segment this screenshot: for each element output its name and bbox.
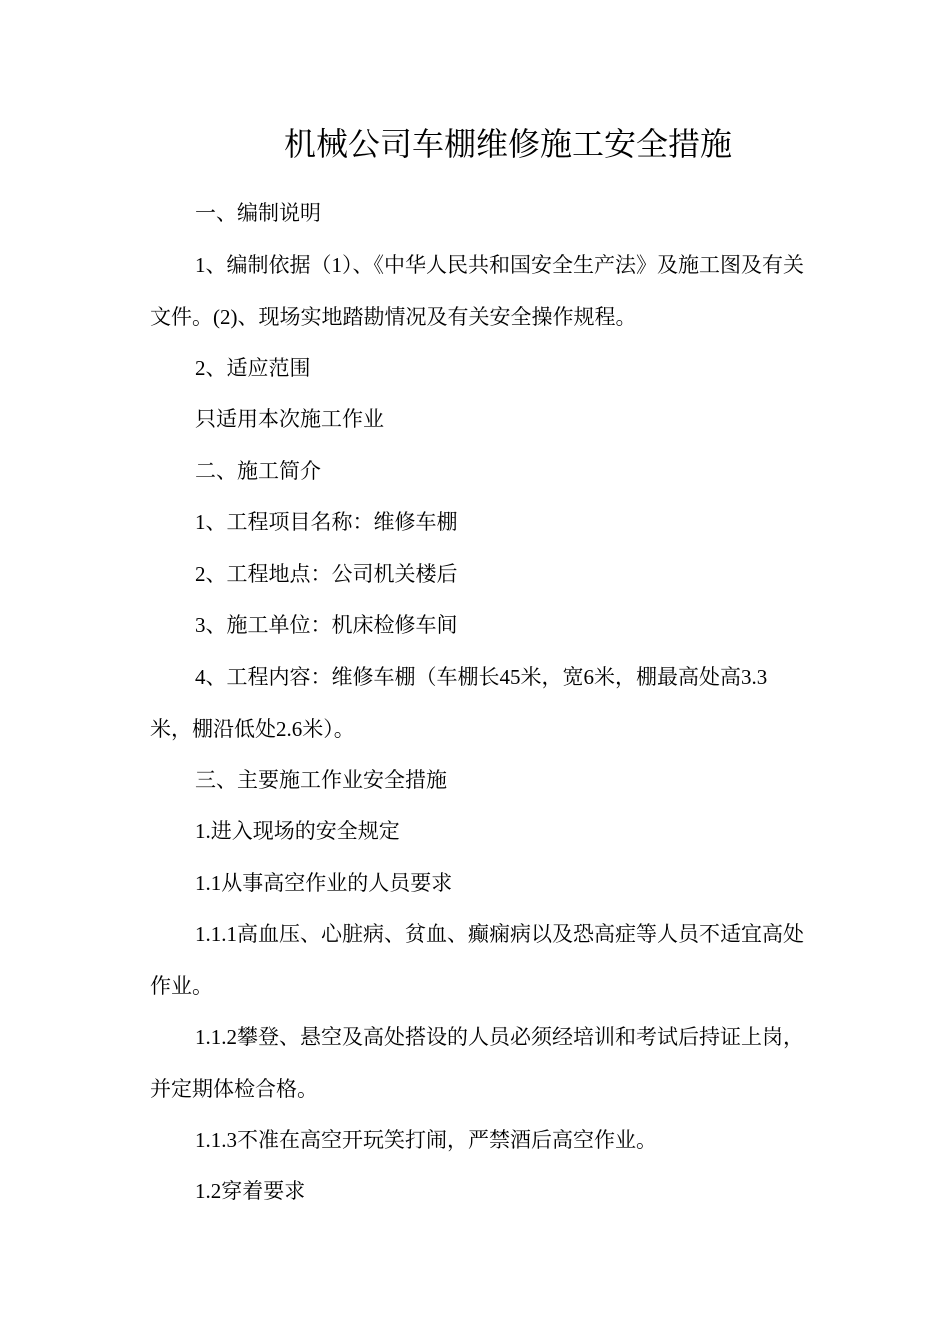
paragraph-project-name: 1、工程项目名称：维修车棚 <box>195 510 458 534</box>
paragraph-basis: 1、编制依据（1）、《中华人民共和国安全生产法》及施工图及有关文件。(2)、现场实地踏勘情况及有关安全操作规程。 <box>150 253 804 329</box>
paragraph-content: 4、工程内容：维修车棚（车棚长45米，宽6米，棚最高处高3.3米，棚沿低处2.6米）。 <box>150 665 768 741</box>
paragraph-1-1-3: 1.1.3不准在高空开玩笑打闹，严禁酒后高空作业。 <box>195 1128 657 1152</box>
paragraph-personnel-req: 1.1从事高空作业的人员要求 <box>195 871 453 895</box>
section-heading-2: 二、施工简介 <box>195 459 321 483</box>
section-heading-3: 三、主要施工作业安全措施 <box>195 768 447 792</box>
section-heading-1: 一、编制说明 <box>195 201 321 225</box>
paragraph-scope: 只适用本次施工作业 <box>195 407 384 431</box>
paragraph-unit: 3、施工单位：机床检修车间 <box>195 613 458 637</box>
paragraph-1-1-2: 1.1.2攀登、悬空及高处搭设的人员必须经培训和考试后持证上岗，并定期体检合格。 <box>150 1025 804 1101</box>
document-title: 机械公司车棚维修施工安全措施 <box>283 126 732 162</box>
paragraph-1-1-1: 1.1.1高血压、心脏病、贫血、癫痫病以及恐高症等人员不适宜高处作业。 <box>150 922 804 998</box>
paragraph-scope-heading: 2、适应范围 <box>195 356 311 380</box>
paragraph-location: 2、工程地点：公司机关楼后 <box>195 562 458 586</box>
paragraph-clothing-req: 1.2穿着要求 <box>195 1179 306 1203</box>
paragraph-site-rules: 1.进入现场的安全规定 <box>195 819 400 843</box>
